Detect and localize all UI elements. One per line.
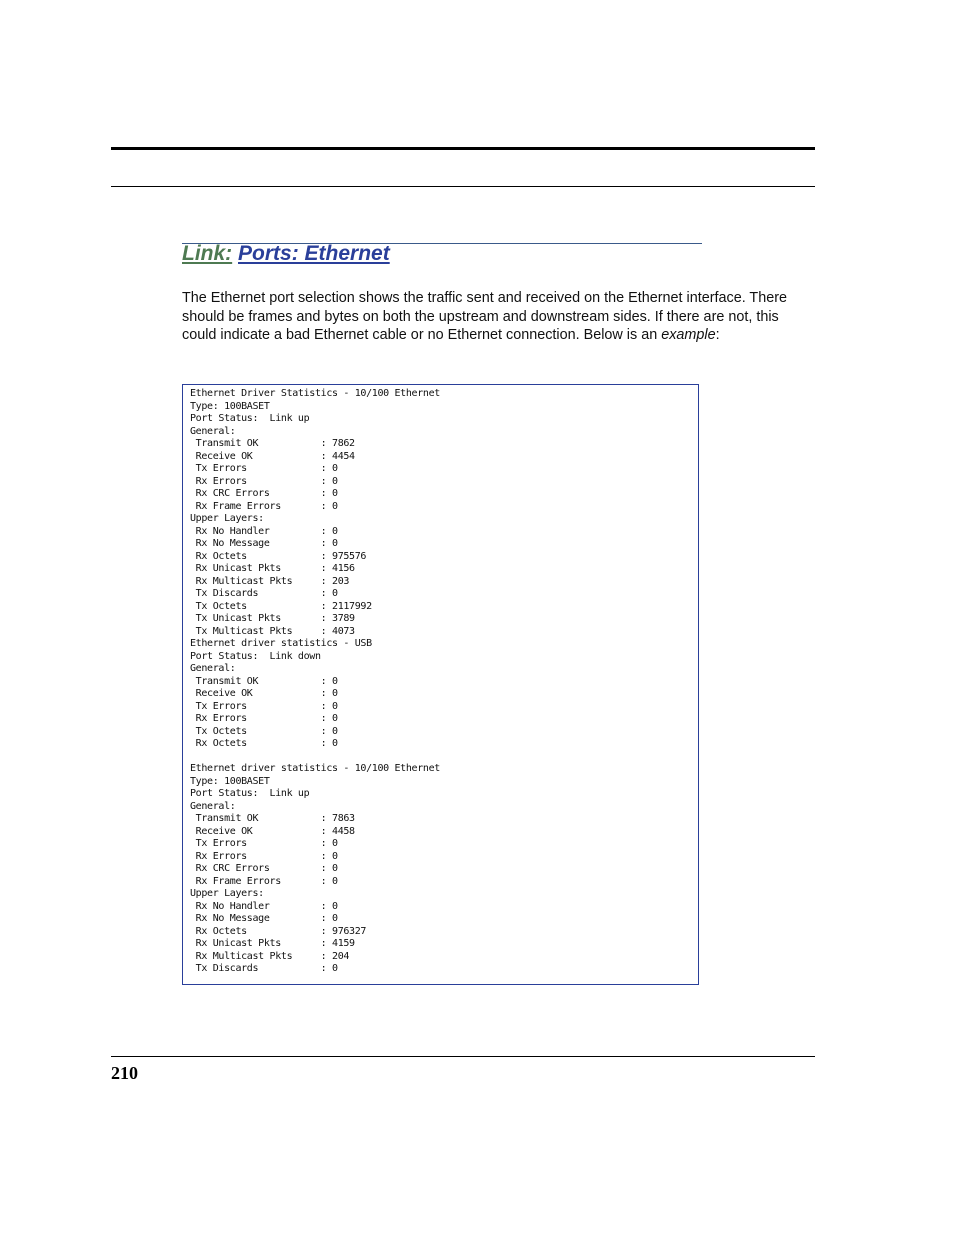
code-line: Rx Unicast Pkts : 4159 — [195, 938, 355, 949]
code-line: Type: 100BASET — [190, 775, 270, 787]
code-line: General: — [190, 425, 236, 437]
header-rule-thin — [111, 186, 815, 187]
code-line: Upper Layers: — [190, 888, 264, 899]
code-line: Rx No Message : 0 — [195, 913, 338, 924]
header-rule-thick — [111, 147, 815, 150]
code-line: Rx Errors : 0 — [195, 713, 338, 724]
code-line: Rx Octets : 975576 — [195, 550, 367, 562]
body-text-end: : — [715, 327, 720, 344]
code-line: Rx Errors : 0 — [195, 850, 338, 862]
body-text-emphasis: example — [661, 327, 716, 344]
code-line: Transmit OK : 7862 — [195, 438, 355, 449]
code-line: Rx No Message : 0 — [195, 538, 338, 549]
code-line: Receive OK : 4454 — [195, 450, 355, 462]
code-line: Tx Discards : 0 — [195, 588, 338, 599]
code-line: Port Status: Link up — [190, 788, 310, 799]
footer-rule — [111, 1056, 815, 1057]
code-line: Upper Layers: — [190, 513, 264, 524]
code-line: Rx CRC Errors : 0 — [195, 863, 338, 874]
code-line: Port Status: Link down — [190, 650, 321, 662]
code-line: Receive OK : 4458 — [195, 825, 355, 837]
code-example-text — [190, 388, 698, 976]
code-line: Tx Octets : 0 — [195, 725, 338, 737]
code-line: Tx Unicast Pkts : 3789 — [195, 613, 355, 624]
code-line: Port Status: Link up — [190, 413, 310, 424]
code-line: Tx Errors : 0 — [195, 838, 338, 849]
code-line: Tx Errors : 0 — [195, 700, 338, 712]
code-line: Tx Discards : 0 — [195, 963, 338, 974]
section-heading — [182, 240, 390, 268]
code-line: Receive OK : 0 — [195, 688, 338, 699]
code-line: Tx Octets : 2117992 — [195, 600, 372, 612]
code-line: Rx Unicast Pkts : 4156 — [195, 563, 355, 574]
heading-link-text: Link: — [182, 242, 233, 265]
body-text-main: The Ethernet port selection shows the traffic sent and received on the Ethernet interface. There should be frames and bytes on both the upstream and downstream sides. If there are not, this could indicate a bad Ethernet cable or no Ethernet connection. Below is an — [182, 290, 788, 344]
code-line: General: — [190, 663, 236, 674]
code-line: Rx Frame Errors : 0 — [195, 500, 338, 512]
code-line: General: — [190, 800, 236, 812]
code-line: Rx Octets : 976327 — [195, 925, 367, 937]
code-line: Rx No Handler : 0 — [195, 525, 338, 537]
code-line: Rx Multicast Pkts : 203 — [195, 575, 350, 587]
page-number: 210 — [111, 1063, 138, 1083]
code-line: Type: 100BASET — [190, 400, 270, 412]
code-line: Rx CRC Errors : 0 — [195, 488, 338, 499]
code-line: Tx Errors : 0 — [195, 463, 338, 474]
code-line: Ethernet Driver Statistics - 10/100 Ethernet — [190, 388, 440, 399]
heading-ports-text: Ports: Ethernet — [238, 242, 390, 265]
code-line: Rx Errors : 0 — [195, 475, 338, 487]
code-line: Rx Frame Errors : 0 — [195, 875, 338, 887]
code-example-box — [182, 384, 699, 985]
code-line: Ethernet driver statistics - 10/100 Ethernet — [190, 763, 440, 774]
code-line: Rx No Handler : 0 — [195, 900, 338, 912]
code-line: Tx Multicast Pkts : 4073 — [195, 625, 355, 637]
code-line: Ethernet driver statistics - USB — [190, 638, 372, 649]
body-paragraph — [182, 289, 802, 345]
code-line: Rx Multicast Pkts : 204 — [195, 950, 350, 962]
code-line: Rx Octets : 0 — [195, 738, 338, 749]
code-line: Transmit OK : 0 — [195, 675, 338, 687]
code-line: Transmit OK : 7863 — [195, 813, 355, 824]
